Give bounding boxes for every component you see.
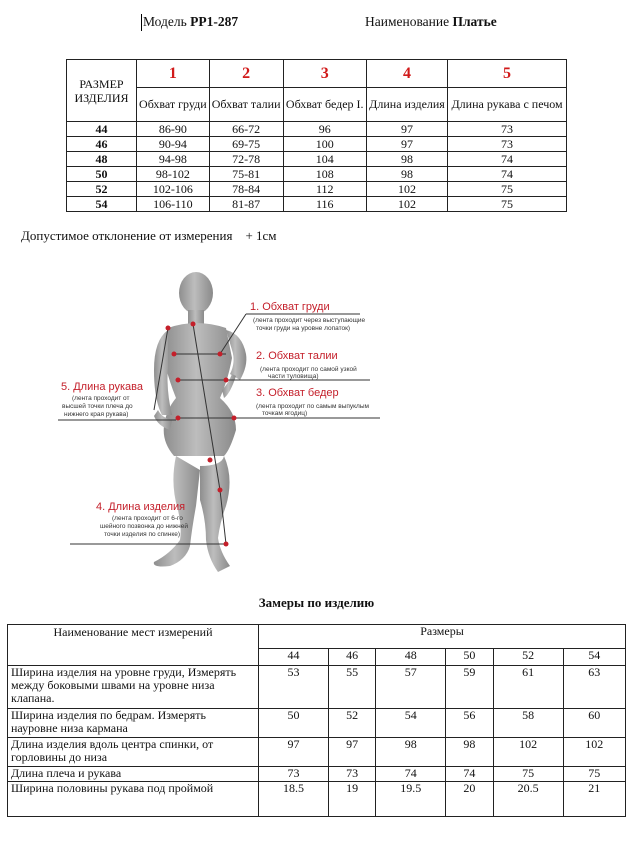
- place-header: Наименование мест измерений: [53, 625, 213, 639]
- table-row: [67, 197, 567, 212]
- svg-text:(лента проходит через выступаю: (лента проходит через выступающие: [253, 317, 366, 324]
- value-cell: 58: [493, 709, 563, 738]
- model-value: PP1-287: [190, 14, 239, 29]
- svg-text:нижнего края рукава): нижнего края рукава): [64, 411, 129, 418]
- svg-text:(лента проходит по самой узкой: (лента проходит по самой узкой: [260, 366, 357, 373]
- value-cell: 66-72: [209, 122, 283, 137]
- value-cell: 97: [366, 137, 447, 152]
- value-cell: 52: [328, 709, 375, 738]
- size-col-header: 48: [376, 648, 446, 665]
- value-cell: 74: [446, 767, 493, 782]
- model-label: Модель: [143, 14, 187, 29]
- value-cell: 75: [448, 182, 567, 197]
- svg-text:(лента проходит от 6-го: (лента проходит от 6-го: [112, 515, 183, 522]
- tolerance-value: + 1см: [245, 228, 277, 243]
- value-cell: 98: [366, 167, 447, 182]
- col-caption: Обхват груди: [137, 88, 210, 122]
- size-col-header: 44: [259, 648, 329, 665]
- name-line: [365, 14, 497, 30]
- value-cell: 75-81: [209, 167, 283, 182]
- value-cell: 98: [446, 738, 493, 767]
- size-cell: 50: [67, 167, 137, 182]
- value-cell: 54: [376, 709, 446, 738]
- label-chest: [250, 301, 366, 332]
- col-caption: Обхват талии: [209, 88, 283, 122]
- size-table: [66, 59, 567, 212]
- measurements-title: Замеры по изделию: [258, 595, 375, 610]
- table-row: [8, 709, 626, 738]
- value-cell: 97: [328, 738, 375, 767]
- value-cell: 98: [376, 738, 446, 767]
- svg-text:части туловища): части туловища): [268, 373, 319, 380]
- col-number: 4: [366, 60, 447, 88]
- value-cell: 100: [283, 137, 366, 152]
- value-cell: 104: [283, 152, 366, 167]
- table-row: [67, 122, 567, 137]
- row-name: Ширина изделия на уровне груди, Измерять между боковыми швами на уровне низа клапана.: [8, 666, 259, 709]
- value-cell: 75: [448, 197, 567, 212]
- value-cell: 19.5: [376, 782, 446, 817]
- size-cell: 54: [67, 197, 137, 212]
- table-row: [67, 167, 567, 182]
- svg-text:5. Длина рукава: 5. Длина рукава: [61, 381, 143, 393]
- value-cell: 72-78: [209, 152, 283, 167]
- svg-text:4. Длина изделия: 4. Длина изделия: [96, 501, 186, 513]
- text-cursor: [141, 14, 142, 31]
- tolerance-line: [21, 228, 277, 244]
- value-cell: 102: [366, 182, 447, 197]
- tolerance-text: Допустимое отклонение от измерения: [21, 228, 233, 243]
- value-cell: 20.5: [493, 782, 563, 817]
- table-row: [67, 152, 567, 167]
- col-number: 3: [283, 60, 366, 88]
- value-cell: 50: [259, 709, 329, 738]
- svg-text:точки груди на уровне лопаток): точки груди на уровне лопаток): [256, 325, 351, 332]
- value-cell: 63: [563, 666, 625, 709]
- label-length: [96, 501, 188, 538]
- value-cell: 90-94: [137, 137, 210, 152]
- value-cell: 102: [493, 738, 563, 767]
- value-cell: 61: [493, 666, 563, 709]
- value-cell: 81-87: [209, 197, 283, 212]
- value-cell: 74: [448, 167, 567, 182]
- value-cell: 55: [328, 666, 375, 709]
- size-header: РАЗМЕР ИЗДЕЛИЯ: [74, 76, 129, 105]
- value-cell: 73: [259, 767, 329, 782]
- table-row: [67, 182, 567, 197]
- row-name: Ширина изделия по бедрам. Измерять науровне низа кармана: [8, 709, 259, 738]
- value-cell: 18.5: [259, 782, 329, 817]
- svg-text:3. Обхват бедер: 3. Обхват бедер: [256, 387, 339, 399]
- value-cell: 112: [283, 182, 366, 197]
- value-cell: 73: [448, 137, 567, 152]
- svg-text:точкам ягодиц): точкам ягодиц): [262, 410, 308, 417]
- label-waist: [256, 350, 357, 380]
- table-row: [8, 738, 626, 767]
- size-cell: 52: [67, 182, 137, 197]
- value-cell: 57: [376, 666, 446, 709]
- model-line: [143, 14, 238, 30]
- svg-text:(лента проходит по самым выпук: (лента проходит по самым выпуклым: [256, 403, 369, 410]
- body-measurement-figure: [50, 270, 400, 585]
- measurements-table: [7, 624, 626, 817]
- name-label: Наименование: [365, 14, 450, 29]
- value-cell: 69-75: [209, 137, 283, 152]
- table-row: [8, 782, 626, 817]
- value-cell: 78-84: [209, 182, 283, 197]
- col-caption: Длина изделия: [366, 88, 447, 122]
- value-cell: 98-102: [137, 167, 210, 182]
- col-number: 5: [448, 60, 567, 88]
- value-cell: 53: [259, 666, 329, 709]
- svg-text:высшей точки плеча до: высшей точки плеча до: [62, 403, 133, 410]
- label-sleeve: [61, 381, 144, 418]
- size-col-header: 54: [563, 648, 625, 665]
- row-name: Длина плеча и рукава: [8, 767, 259, 782]
- label-hips: [256, 387, 370, 417]
- svg-text:(лента проходит от: (лента проходит от: [72, 395, 130, 402]
- col-caption: Обхват бедер I.: [283, 88, 366, 122]
- svg-text:1. Обхват груди: 1. Обхват груди: [250, 301, 330, 313]
- svg-text:шейного позвонка до нижней: шейного позвонка до нижней: [100, 523, 188, 530]
- col-number: 1: [137, 60, 210, 88]
- svg-text:2. Обхват талии: 2. Обхват талии: [256, 350, 338, 362]
- size-cell: 46: [67, 137, 137, 152]
- col-caption: Длина рукава с печом: [448, 88, 567, 122]
- table-row: [8, 767, 626, 782]
- value-cell: 96: [283, 122, 366, 137]
- value-cell: 73: [448, 122, 567, 137]
- value-cell: 60: [563, 709, 625, 738]
- size-col-header: 52: [493, 648, 563, 665]
- value-cell: 102: [563, 738, 625, 767]
- value-cell: 98: [366, 152, 447, 167]
- value-cell: 102: [366, 197, 447, 212]
- row-name: Ширина половины рукава под проймой: [8, 782, 259, 817]
- value-cell: 106-110: [137, 197, 210, 212]
- value-cell: 19: [328, 782, 375, 817]
- value-cell: 97: [259, 738, 329, 767]
- value-cell: 74: [376, 767, 446, 782]
- size-col-header: 50: [446, 648, 493, 665]
- value-cell: 21: [563, 782, 625, 817]
- value-cell: 20: [446, 782, 493, 817]
- value-cell: 97: [366, 122, 447, 137]
- size-header-cell: [67, 60, 137, 122]
- size-cell: 44: [67, 122, 137, 137]
- table-row: [67, 137, 567, 152]
- value-cell: 75: [493, 767, 563, 782]
- size-col-header: 46: [328, 648, 375, 665]
- value-cell: 75: [563, 767, 625, 782]
- col-number: 2: [209, 60, 283, 88]
- place-header-cell: [8, 625, 259, 666]
- value-cell: 108: [283, 167, 366, 182]
- value-cell: 59: [446, 666, 493, 709]
- value-cell: 74: [448, 152, 567, 167]
- sizes-header: Размеры: [259, 625, 626, 649]
- value-cell: 116: [283, 197, 366, 212]
- row-name: Длина изделия вдоль центра спинки, от горловины до низа: [8, 738, 259, 767]
- table-row: [8, 666, 626, 709]
- size-cell: 48: [67, 152, 137, 167]
- svg-text:точки изделия по спинке): точки изделия по спинке): [104, 531, 181, 538]
- value-cell: 73: [328, 767, 375, 782]
- value-cell: 102-106: [137, 182, 210, 197]
- value-cell: 94-98: [137, 152, 210, 167]
- value-cell: 56: [446, 709, 493, 738]
- value-cell: 86-90: [137, 122, 210, 137]
- name-value: Платье: [452, 14, 497, 29]
